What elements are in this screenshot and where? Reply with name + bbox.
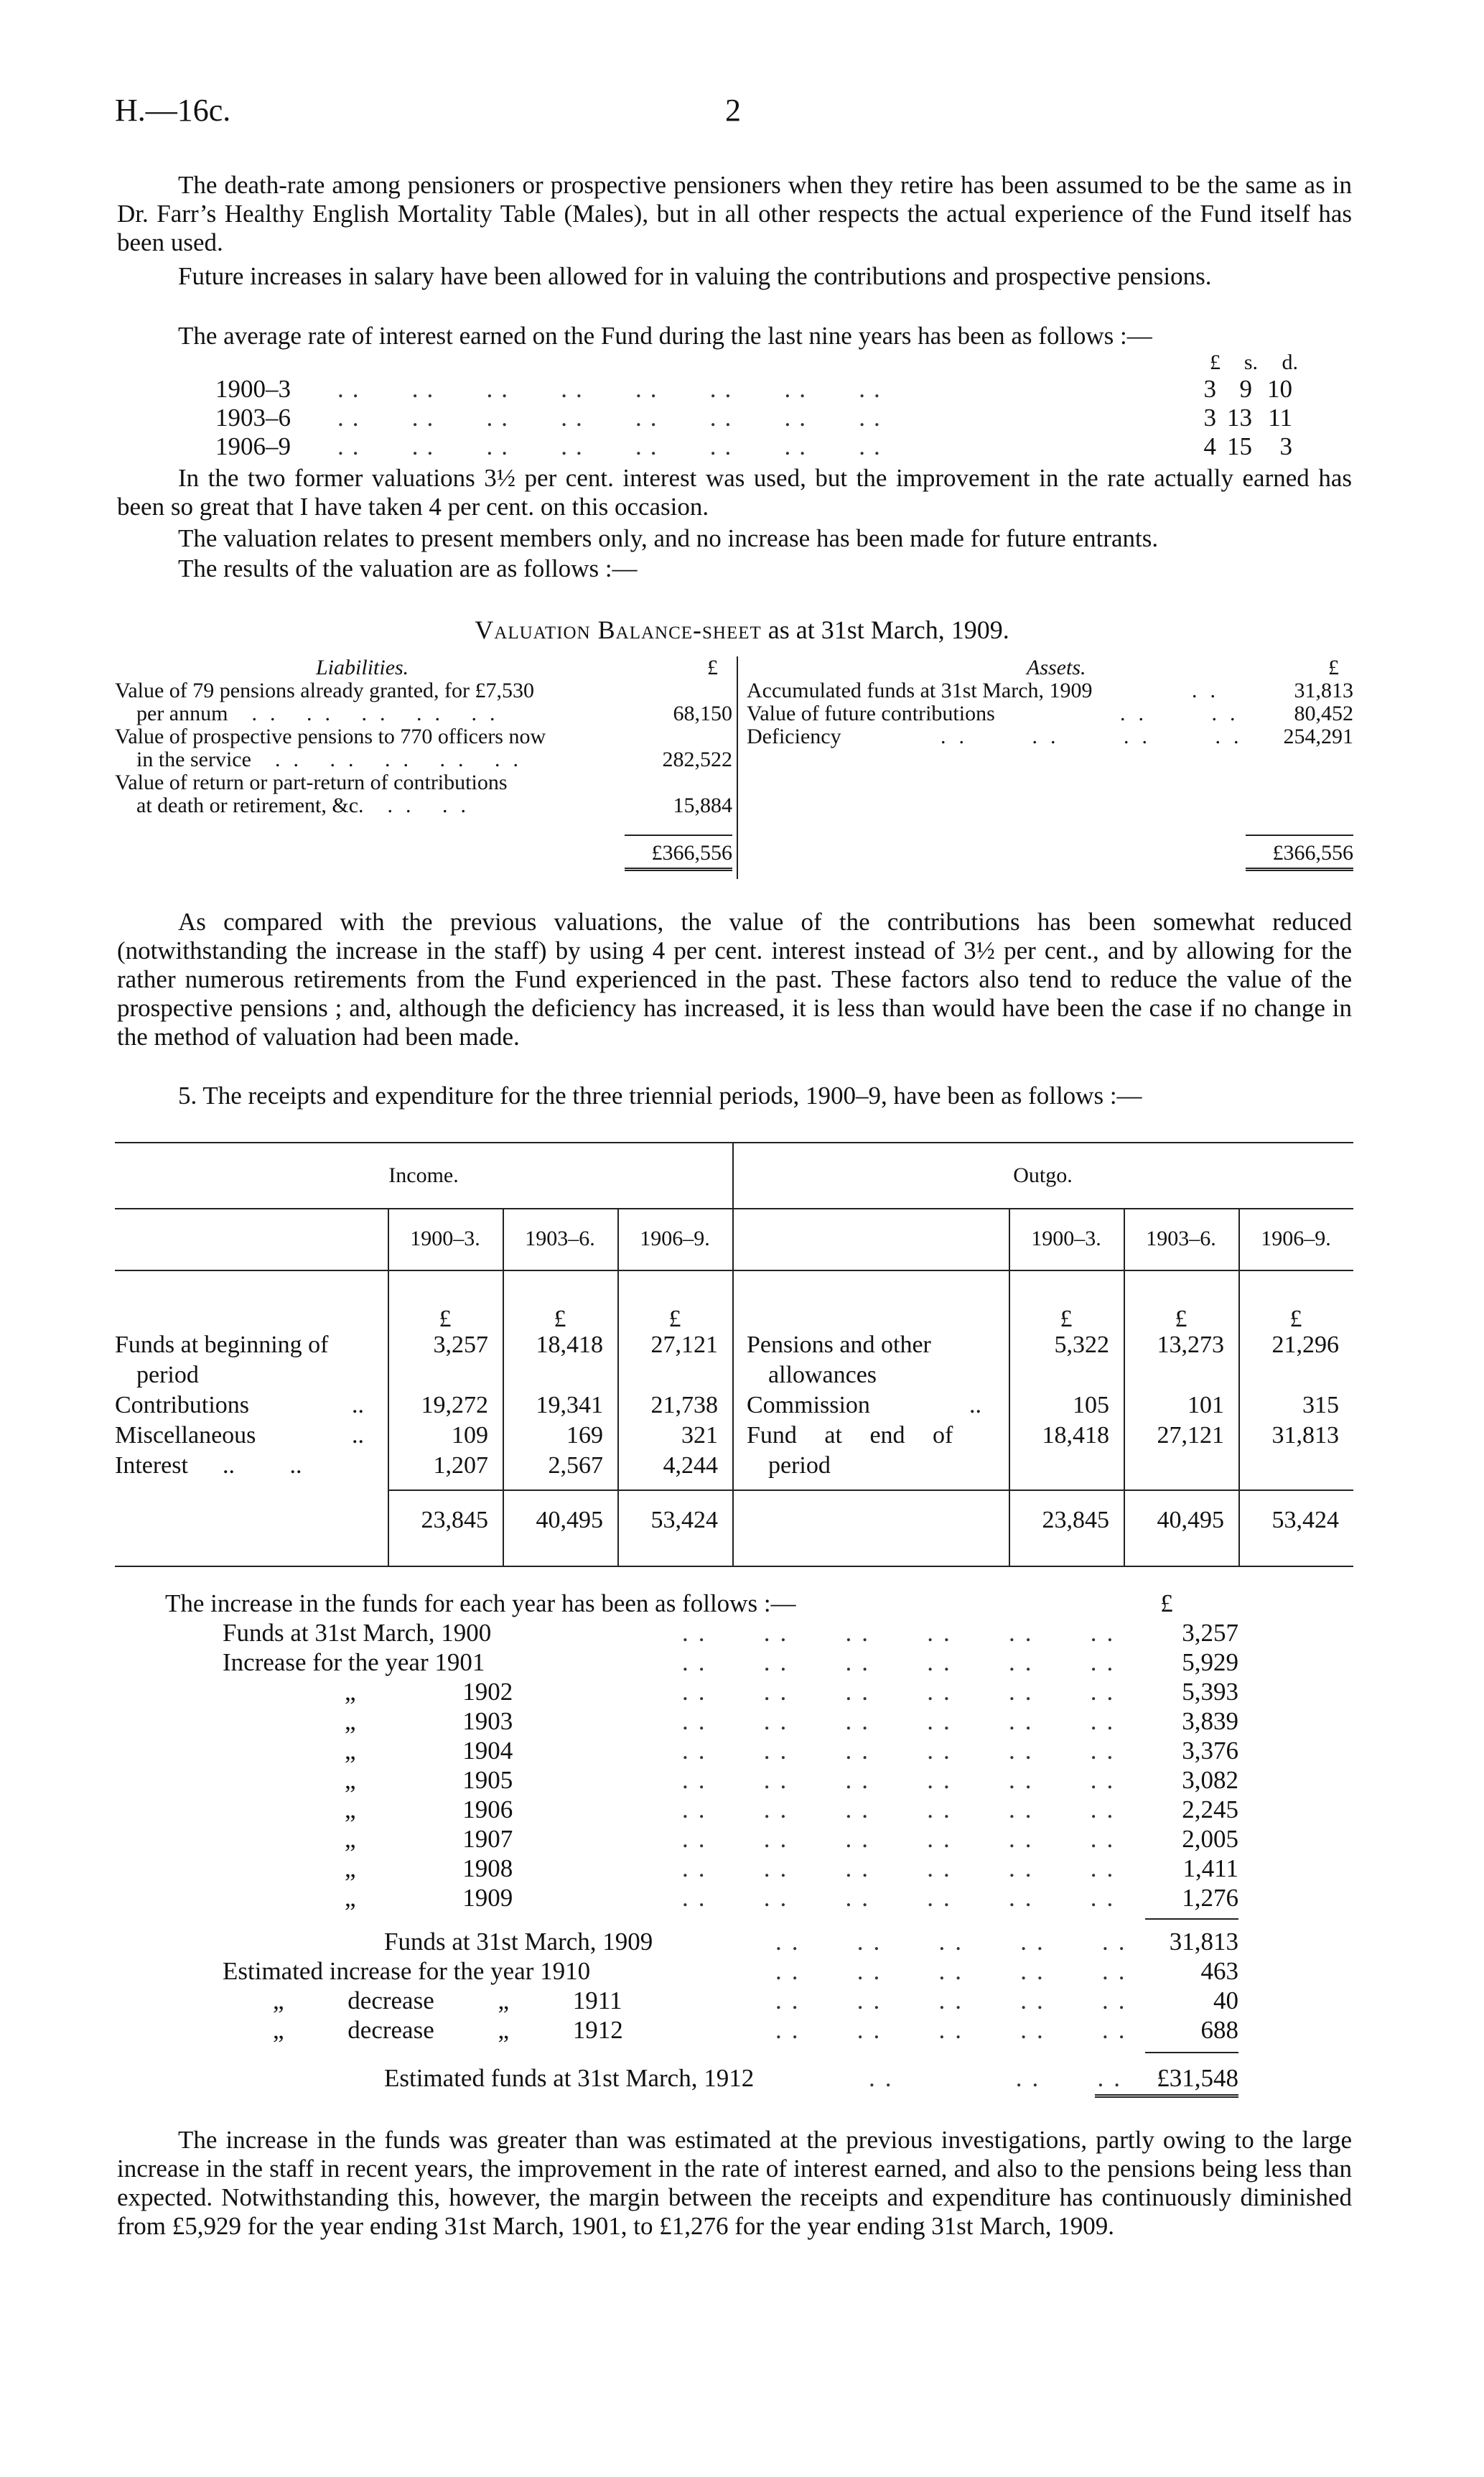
income-period-header: 1906–9.	[640, 1227, 710, 1250]
asset-row: Accumulated funds at 31st March, 1909 .. 31,813	[747, 679, 1353, 702]
income-period-header: 1903–6.	[525, 1227, 595, 1250]
liabilities-label: Liabilities.	[316, 656, 409, 679]
increase-row: „ 1905 .. .. .. .. .. .. 3,082	[345, 1766, 1238, 1794]
pence-head: d.	[1282, 350, 1298, 374]
interest-rate-row: 1900–3 .. .. .. .. .. .. .. .. 3 9 10	[215, 375, 1292, 403]
increase-row: Funds at 31st March, 1900 .. .. .. .. .. .. 3,257	[223, 1619, 1238, 1647]
yearly-increase-intro: The increase in the funds for each year has been as follows :—	[165, 1589, 796, 1617]
increase-row: „ 1902 .. .. .. .. .. .. 5,393	[345, 1678, 1238, 1706]
page-number: 2	[725, 93, 741, 128]
income-row-label: Contributions	[115, 1392, 250, 1418]
increase-row: Increase for the year 1901 .. .. .. .. .. .. 5,929	[223, 1648, 1238, 1676]
yearly-increase-section	[115, 1589, 1353, 2093]
increase-row: „ 1909 .. .. .. .. .. .. 1,276	[345, 1884, 1238, 1912]
interest-rate-currency-heads	[1192, 350, 1298, 375]
paragraph-conclusion: The increase in the funds was greater than was estimated at the previous investigations, partly owing to the large increase in the staff in recent years, the improvement in the rate of interest earned, and also to the pensions being less than expected. Notwithstanding this, however, the margin between the receipts and expenditure has continuously diminished from £5,929 for the year ending 31st March, 1901, to £1,276 for the year ending 31st March, 1909.	[117, 2126, 1352, 2240]
liability-row: Value of 79 pensions already granted, for £7,530 per annum .. .. .. .. .. 68,150	[115, 679, 732, 725]
paragraph-former-valuations: In the two former valuations 3½ per cent. interest was used, but the improvement in the rate actually earned has been so great that I have taken 4 per cent. on this occasion.	[117, 464, 1352, 521]
paragraph-interest-intro: The average rate of interest earned on the Fund during the last nine years has been as follows :—	[178, 322, 1152, 350]
liability-row: Value of return or part-return of contributions at death or retirement, &c. .. .. 15,884	[115, 771, 732, 817]
paragraph-results-intro: The results of the valuation are as follows :—	[178, 554, 638, 582]
outgo-row-label: Pensions and other	[747, 1332, 931, 1358]
income-header: Income.	[388, 1163, 459, 1187]
paragraph-salary: Future increases in salary have been allowed for in valuing the contributions and prospective pensions.	[178, 262, 1212, 290]
paragraph-present-members: The valuation relates to present members only, and no increase has been made for future entrants.	[178, 524, 1159, 552]
leader-dots: .. .. .. .. .. .. .. ..	[337, 375, 889, 403]
liabilities-column	[115, 656, 732, 865]
income-total: 40,495	[536, 1507, 603, 1533]
increase-row: „ 1903 .. .. .. .. .. .. 3,839	[345, 1707, 1238, 1735]
outgo-row-label: Fund at end of	[747, 1422, 953, 1449]
liability-row: Value of prospective pensions to 770 officers now in the service .. .. .. .. .. 282,522	[115, 725, 732, 771]
estimate-row: Estimated increase for the year 1910 .. .. .. .. .. 463	[223, 1957, 1238, 1985]
outgo-total: 53,424	[1271, 1507, 1339, 1533]
increase-row: „ 1907 .. .. .. .. .. .. 2,005	[345, 1825, 1238, 1853]
interest-rate-table	[215, 375, 1292, 461]
increase-row: „ 1906 .. .. .. .. .. .. 2,245	[345, 1795, 1238, 1823]
interest-rate-row: 1906–9 .. .. .. .. .. .. .. .. 4 15 3	[215, 432, 1292, 460]
currency-head: £	[1160, 1589, 1173, 1617]
assets-currency: £	[1328, 656, 1339, 679]
leader-dots: .. .. .. .. .. .. .. ..	[337, 432, 889, 460]
liabilities-total: £366,556	[625, 842, 732, 871]
paragraph-mortality: The death-rate among pensioners or prospective pensioners when they retire has been assumed to be the same as in Dr. Farr’s Healthy English Mortality Table (Males), but in all other respects the actual experience of the Fund itself has been used.	[117, 171, 1352, 256]
paragraph-receipts-intro: 5. The receipts and expenditure for the three triennial periods, 1900–9, have been as follows :—	[178, 1082, 1142, 1110]
document-page: H.—16c. 2 The death-rate among pensioners or prospective pensioners when they retire has been assumed to be the same as in Dr. Farr’s Healthy English Mortality Table (Males), but in all other respects the actual experience of the Fund itself has been used. Future increases in salary have been allowed for in valuing the contributions and prospective pensions. The average rate of interest earned on the Fund during the last nine years has been as follows :— £ s. d. 1900–3 .. .. .. .. .. .. .. .. 3 9 10 1903–6 .. .. .. .. .. .. .. .. 3 13 11 1906–9 .. .. .. .. .. .. .. .. 4 15 3 In the two former valuations 3½ per cent. interest was used, but the improvement in the rate actually earned has been so great that I have taken 4 per cent. on this occasion. The valuation relates to present members only, and no increase has been made for future entrants. The results of the valuation are as follows :— Valuation Balance-sheet as at 31st March, 1909. Liabilities. £ Value of 79 pensions already granted, for £7,530 per annum .. .. .. .. .. 68,150 Value of prospective pensions to 770 officers now in the service .. .. .. .. .. 282,522 Value of return or part-return of contributions at death or retirement, &c. .. .. 15,884 £366,556 Assets. £ Accumulated funds at 31st March, 1909 .. 31,813 Value of future contributions .. .. 80,452 Deficiency .. .. .. .. 254,291 £366,556 As compared with the previous valuations, the value of the contributions has been somewhat reduced (notwithstanding the increase in the staff) by using 4 per cent. interest instead of 3½ per cent., and by allowing for the rather numerous retirements from the Fund experienced in the past. These factors also tend to reduce the value of the prospective pensions ; and, although the deficiency has increased, it is less than would have been the case if no change in the method of valuation had been made. 5. The receipts and expenditure for the three triennial periods, 1900–9, have been as follows :— Income. Outgo. 1900–3. 1903–6. 1906–9. 1900–3. 1903–6. 1906–9. £ £ £ £ £ £ Funds at beginning of period 3,257 18,418 27,121 Contributions .. 19,272 19,341 21,738 Miscellaneous .. 109 169 321 Interest .. .. 1,207 2,567 4,244 Pensions and other allowances 5,322 13,273 21,296 Commission .. 105 101 315 Fund at end of period 18,418 27,121 31,813 23,845 40,495 53,424 23,845 40,495 53,424 The increase in the funds for each year has been as follows :— £ Funds at 31st March, 1900 .. .. .. .. .. .. 3,257 Increase for the year 1901 .. .. .. .. .. .. 5,929 „ 1902 .. .. .. .. .. .. 5,393 „ 1903 .. .. .. .. .. .. 3,839 „ 1904 .. .. .. .. .. .. 3,376 „ 1905 .. .. .. .. .. .. 3,082 „ 1906 .. .. .. .. .. .. 2,245 „ 1907 .. .. .. .. .. .. 2,005 „ 1908 .. .. .. .. .. .. 1,411 „ 1909 .. .. .. .. .. .. 1,276 Funds at 31st March, 1909 .. .. .. .. .. 31,813 Estimated increase for the year 1910 .. .. .. .. .. 463 „ decrease „ 1911 .. .. .. .. .. 40 „ decrease „ 1912 .. .. .. .. .. 688 Estimated funds at 31st March, 1912 .. .. .. £31,548 The increase in the funds was greater than was estimated at the previous investigations, partly owing to the large increase in the staff in recent years, the improvement in the rate of interest earned, and also to the pensions being less than expected. Notwithstanding this, however, the margin between the receipts and expenditure has continuously diminished from £5,929 for the year ending 31st March, 1901, to £1,276 for the year ending 31st March, 1909.	[0, 0, 1484, 2477]
increase-row: Funds at 31st March, 1909 .. .. .. .. .. 31,813	[384, 1928, 1238, 1956]
assets-column	[747, 656, 1353, 865]
income-row-label: Interest	[115, 1452, 188, 1479]
asset-row: Deficiency .. .. .. .. 254,291	[747, 725, 1353, 748]
subtotal-rule	[1145, 2052, 1238, 2053]
leader-dots: .. .. .. .. .. .. .. ..	[337, 404, 889, 432]
total-rule	[625, 835, 732, 836]
total-rule	[1246, 835, 1353, 836]
document-reference: H.—16c.	[115, 93, 231, 128]
assets-total: £366,556	[1246, 842, 1353, 871]
outgo-period-header: 1900–3.	[1031, 1227, 1101, 1250]
outgo-period-header: 1906–9.	[1261, 1227, 1331, 1250]
outgo-total: 40,495	[1157, 1507, 1224, 1533]
balance-sheet-title: Valuation Balance-sheet as at 31st March, 1909.	[475, 615, 1009, 644]
income-total: 23,845	[421, 1507, 488, 1533]
interest-rate-row: 1903–6 .. .. .. .. .. .. .. .. 3 13 11	[215, 404, 1292, 432]
income-row-label: Funds at beginning of	[115, 1332, 329, 1358]
asset-row: Value of future contributions .. .. 80,452	[747, 702, 1353, 725]
outgo-period-header: 1903–6.	[1146, 1227, 1216, 1250]
paragraph-comparison: As compared with the previous valuations, the value of the contributions has been somewhat reduced (notwithstanding the increase in the staff) by using 4 per cent. interest instead of 3½ per cent., and by allowing for the rather numerous retirements from the Fund experienced in the past. These factors also tend to reduce the value of the prospective pensions ; and, although the deficiency has increased, it is less than would have been the case if no change in the method of valuation had been made.	[117, 908, 1352, 1051]
increase-row: „ 1908 .. .. .. .. .. .. 1,411	[345, 1854, 1238, 1882]
income-total: 53,424	[650, 1507, 718, 1533]
shillings-head: s.	[1243, 350, 1258, 374]
liabilities-currency: £	[707, 656, 718, 679]
estimate-row: „ decrease „ 1911 .. .. .. .. .. 40	[273, 1986, 1238, 2014]
income-period-header: 1900–3.	[410, 1227, 480, 1250]
increase-row: „ 1904 .. .. .. .. .. .. 3,376	[345, 1737, 1238, 1765]
outgo-header: Outgo.	[1013, 1163, 1073, 1187]
estimate-row: „ decrease „ 1912 .. .. .. .. .. 688	[273, 2016, 1238, 2044]
subtotal-rule	[1145, 1918, 1238, 1920]
outgo-total: 23,845	[1042, 1507, 1109, 1533]
pounds-head: £	[1210, 350, 1221, 374]
final-estimate-row: Estimated funds at 31st March, 1912 .. .. .. £31,548	[115, 2063, 1353, 2093]
income-row-label: Miscellaneous	[115, 1422, 256, 1449]
assets-label: Assets.	[1027, 656, 1086, 679]
outgo-row-label: Commission	[747, 1392, 870, 1418]
balance-sheet-divider	[737, 656, 738, 879]
